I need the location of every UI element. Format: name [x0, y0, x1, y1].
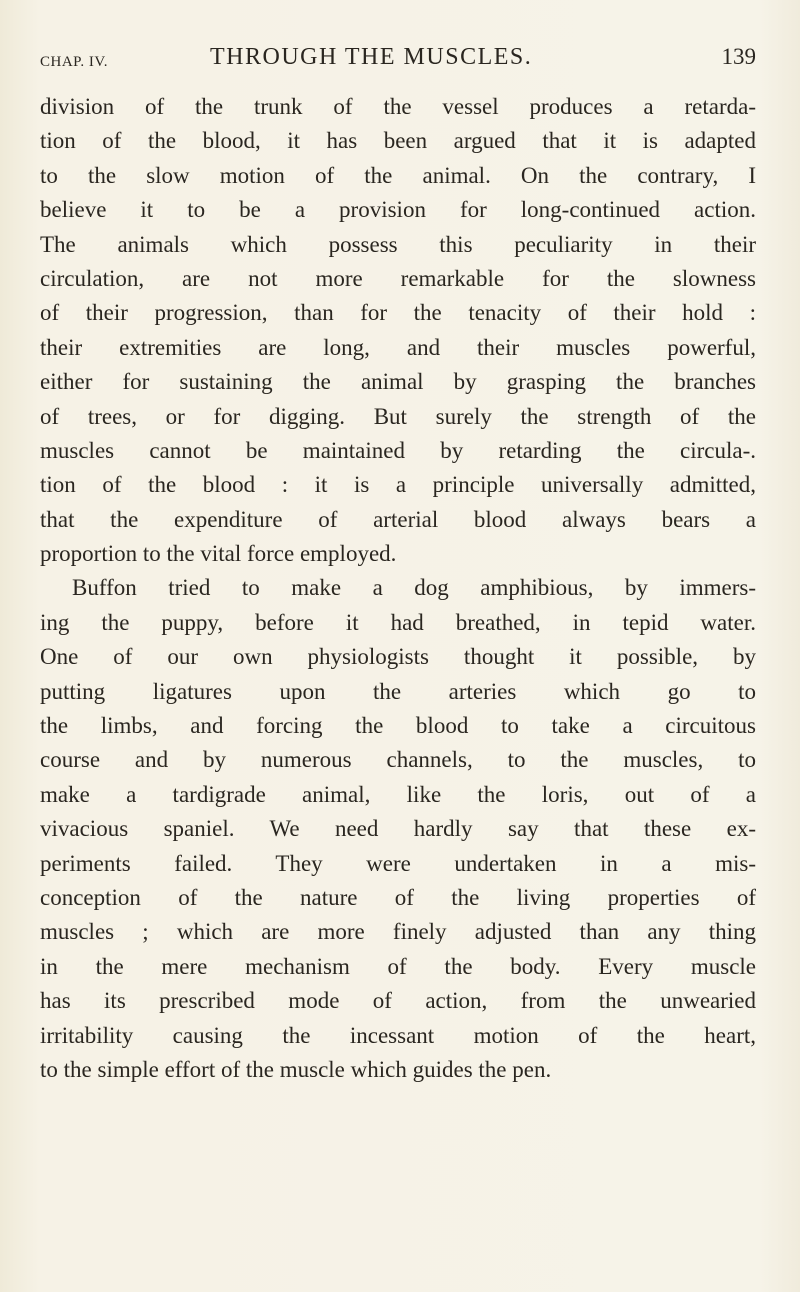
running-head: [40, 44, 756, 78]
text-line: in the mere mechanism of the body. Every muscle: [40, 953, 756, 979]
paragraph-end-line: proportion to the vital force employed.: [40, 541, 397, 567]
text-line: conception of the nature of the living properties of: [40, 884, 756, 910]
text-line: The animals which possess this peculiarity in their: [40, 231, 756, 257]
text-line: of trees, or for digging. But surely the strength of the: [40, 403, 756, 429]
text-line: ing the puppy, before it had breathed, in tepid water.: [40, 609, 756, 635]
text-line: believe it to be a provision for long-continued action.: [40, 197, 756, 223]
text-line: muscles cannot be maintained by retarding the circula-.: [40, 437, 756, 463]
text-line: make a tardigrade animal, like the loris, out of a: [40, 781, 756, 807]
text-line: to the slow motion of the animal. On the contrary, I: [40, 162, 756, 188]
text-line: tion of the blood, it has been argued that it is adapted: [40, 128, 756, 154]
text-line: their extremities are long, and their muscles powerful,: [40, 334, 756, 360]
text-line: vivacious spaniel. We need hardly say that these ex-: [40, 816, 756, 842]
text-line: One of our own physiologists thought it possible, by: [40, 644, 756, 670]
paragraph-start-line: Buffon tried to make a dog amphibious, by immers-: [72, 575, 756, 601]
text-line: has its prescribed mode of action, from the unwearied: [40, 988, 756, 1014]
text-line: circulation, are not more remarkable for the slowness: [40, 265, 756, 291]
page-number: 139: [721, 44, 756, 69]
text-line: the limbs, and forcing the blood to take a circuitous: [40, 713, 756, 739]
text-line: tion of the blood : it is a principle universally admitted,: [40, 472, 756, 498]
text-line: putting ligatures upon the arteries which go to: [40, 678, 756, 704]
text-line: periments failed. They were undertaken in a mis-: [40, 850, 756, 876]
text-line: either for sustaining the animal by grasping the branches: [40, 369, 756, 395]
body-text: [40, 90, 756, 1087]
text-line: course and by numerous channels, to the muscles, to: [40, 747, 756, 773]
chapter-label: CHAP. IV.: [40, 54, 108, 70]
paragraph-end-line: to the simple effort of the muscle which guides the pen.: [40, 1056, 552, 1082]
text-line: of their progression, than for the tenacity of their hold :: [40, 300, 756, 326]
running-title: THROUGH THE MUSCLES.: [210, 44, 533, 70]
text-line: muscles ; which are more finely adjusted than any thing: [40, 919, 756, 945]
text-line: irritability causing the incessant motion of the heart,: [40, 1022, 756, 1048]
text-line: division of the trunk of the vessel produces a retarda-: [40, 94, 756, 119]
text-line: that the expenditure of arterial blood always bears a: [40, 506, 756, 532]
